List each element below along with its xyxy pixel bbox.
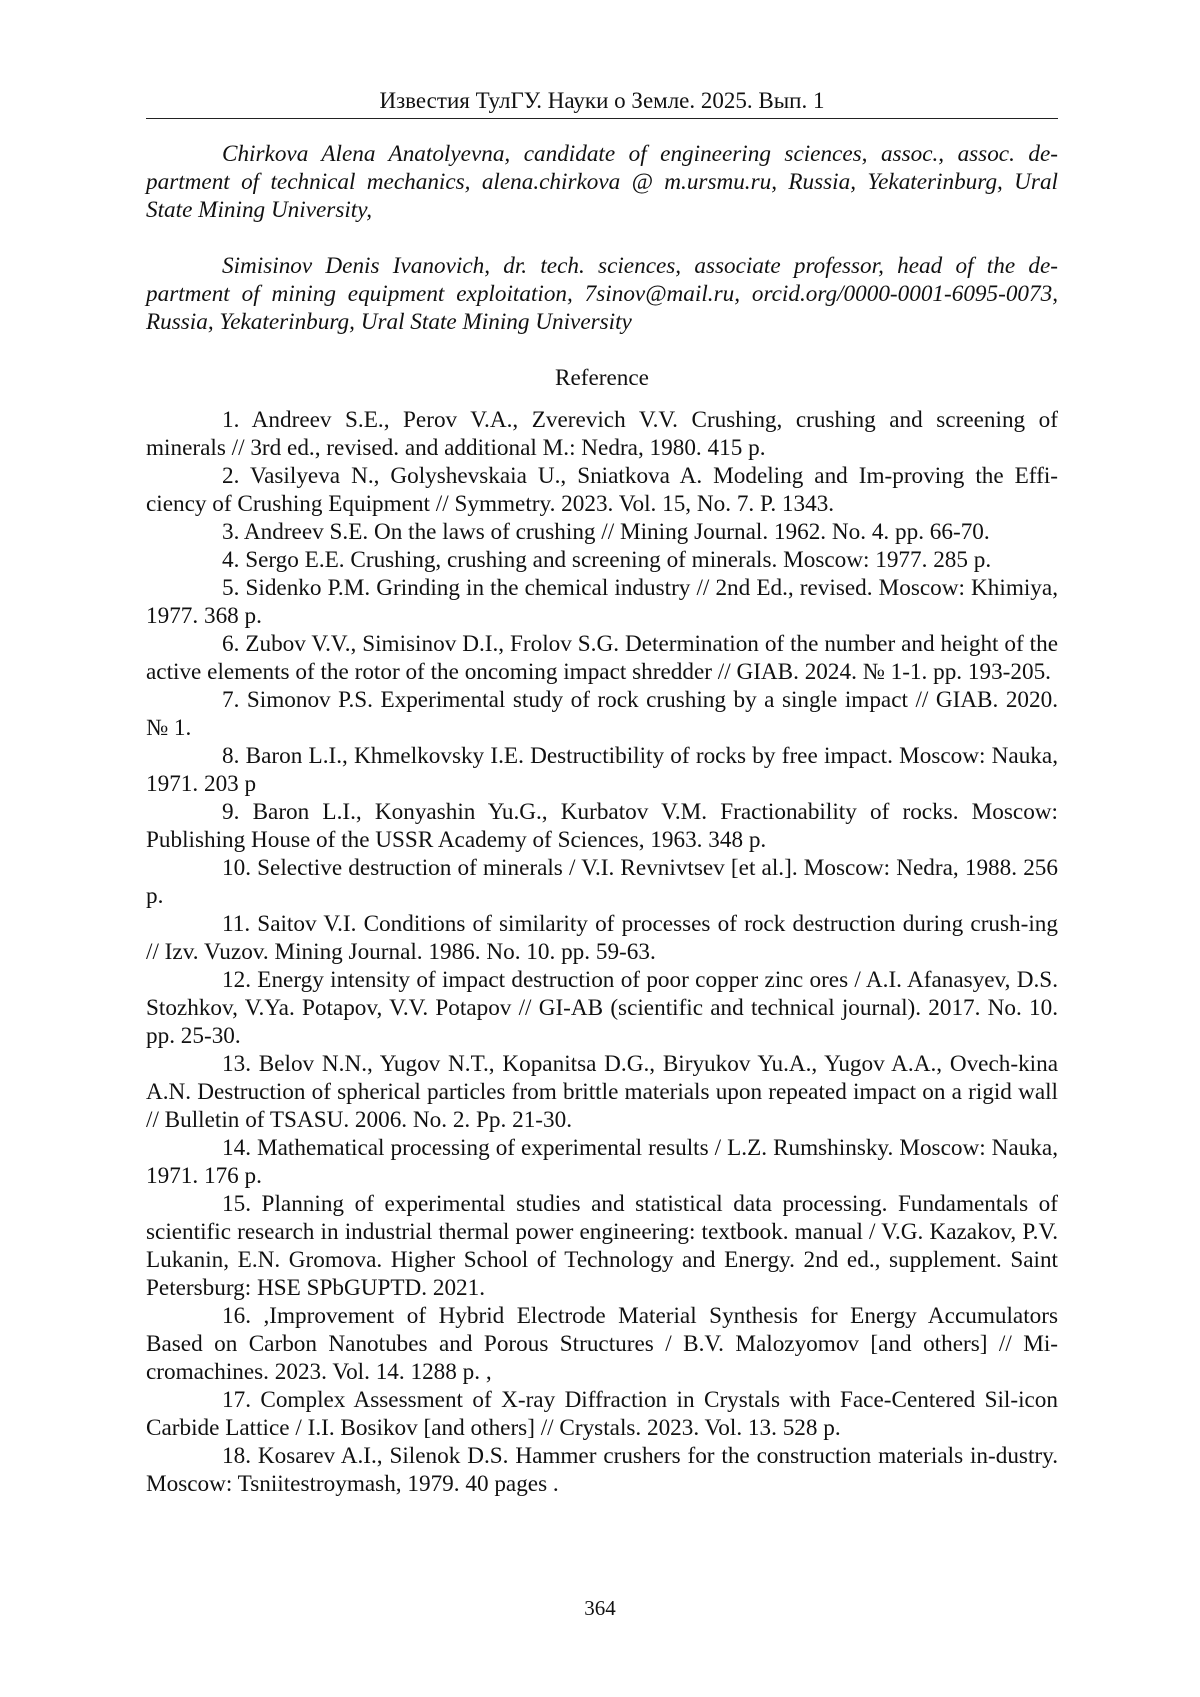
page-number: 364 <box>584 1596 616 1620</box>
reference-item: 18. Kosarev A.I., Silenok D.S. Hammer crushers for the construction materials in-dustry. Moscow: Tsniitestroymash, 1979. 40 pages . <box>146 1443 1058 1497</box>
reference-item: 10. Selective destruction of minerals / V.I. Revnivtsev [et al.]. Moscow: Nedra, 1988. 256 p. <box>146 855 1058 909</box>
reference-item: 5. Sidenko P.M. Grinding in the chemical industry // 2nd Ed., revised. Moscow: Khimiya, 1977. 368 p. <box>146 575 1058 629</box>
reference-item: 11. Saitov V.I. Conditions of similarity of processes of rock destruction during crush-ing // Izv. Vuzov. Mining Journal. 1986. No. 10. pp. 59-63. <box>146 911 1058 965</box>
header-rule <box>146 118 1058 119</box>
reference-item: 3. Andreev S.E. On the laws of crushing // Mining Journal. 1962. No. 4. pp. 66-70. <box>222 519 990 545</box>
reference-item: 9. Baron L.I., Konyashin Yu.G., Kurbatov V.M. Fractionability of rocks. Moscow: Publishing House of the USSR Academy of Sciences, 1963. 348 p. <box>146 799 1058 853</box>
author-info-chirkova: Chirkova Alena Anatolyevna, candidate of engineering sciences, assoc., assoc. de-partment of technical mechanics, alena.chirkova @ m.ursmu.ru, Russia, Yekaterinburg, Ural State Mining University, <box>146 141 1058 223</box>
reference-item: 1. Andreev S.E., Perov V.A., Zverevich V.V. Crushing, crushing and screening of minerals // 3rd ed., revised. and additional M.: Nedra, 1980. 415 p. <box>146 407 1058 461</box>
reference-item: 13. Belov N.N., Yugov N.T., Kopanitsa D.G., Biryukov Yu.A., Yugov A.A., Ovech-kina A.N. Destruction of spherical particles from brittle materials upon repeated impact on a rigid wall // Bulletin of TSASU. 2006. No. 2. Pp. 21-30. <box>146 1051 1058 1133</box>
author-info-simisinov: Simisinov Denis Ivanovich, dr. tech. sciences, associate professor, head of the de-partment of mining equipment exploitation, 7sinov@mail.ru, orcid.org/0000-0001-6095-0073, Russia, Yekaterinburg, Ural State Mining University <box>146 253 1058 335</box>
reference-item: 4. Sergo E.E. Crushing, crushing and screening of minerals. Moscow: 1977. 285 p. <box>222 547 992 573</box>
reference-item: 16. ,Improvement of Hybrid Electrode Material Synthesis for Energy Accumulators Based on Carbon Nanotubes and Porous Structures / B.V. Malozyomov [and others] // Mi-cromachines. 2023. Vol. 14. 1288 p. , <box>146 1303 1058 1385</box>
reference-item: 14. Mathematical processing of experimental results / L.Z. Rumshinsky. Moscow: Nauka, 1971. 176 p. <box>146 1135 1058 1189</box>
running-title: Известия ТулГУ. Науки о Земле. 2025. Вып. 1 <box>379 88 825 113</box>
reference-item: 15. Planning of experimental studies and statistical data processing. Fundamentals of scientific research in industrial thermal power engineering: textbook. manual / V.G. Kazakov, P.V. Lukanin, E.N. Gromova. Higher School of Technology and Energy. 2nd ed., supplement. Saint Petersburg: HSE SPbGUPTD. 2021. <box>146 1191 1058 1301</box>
references-heading: Reference <box>555 365 649 391</box>
reference-item: 17. Complex Assessment of X-ray Diffraction in Crystals with Face-Centered Sil-icon Carbide Lattice / I.I. Bosikov [and others] // Crystals. 2023. Vol. 13. 528 p. <box>146 1387 1058 1441</box>
reference-item: 6. Zubov V.V., Simisinov D.I., Frolov S.G. Determination of the number and height of the active elements of the rotor of the oncoming impact shredder // GIAB. 2024. № 1-1. pp. 193-205. <box>146 631 1058 685</box>
reference-item: 7. Simonov P.S. Experimental study of rock crushing by a single impact // GIAB. 2020. № 1. <box>146 687 1058 741</box>
reference-list <box>146 406 1058 1498</box>
reference-item: 8. Baron L.I., Khmelkovsky I.E. Destructibility of rocks by free impact. Moscow: Nauka, 1971. 203 p <box>146 743 1058 797</box>
reference-item: 12. Energy intensity of impact destruction of poor copper zinc ores / A.I. Afanasyev, D.S. Stozhkov, V.Ya. Potapov, V.V. Potapov // GI-AB (scientific and technical journal). 2017. No. 10. pp. 25-30. <box>146 967 1058 1049</box>
reference-item: 2. Vasilyeva N., Golyshevskaia U., Sniatkova A. Modeling and Im-proving the Effi-ciency of Crushing Equipment // Symmetry. 2023. Vol. 15, No. 7. P. 1343. <box>146 463 1058 517</box>
page-content <box>146 140 1058 1498</box>
